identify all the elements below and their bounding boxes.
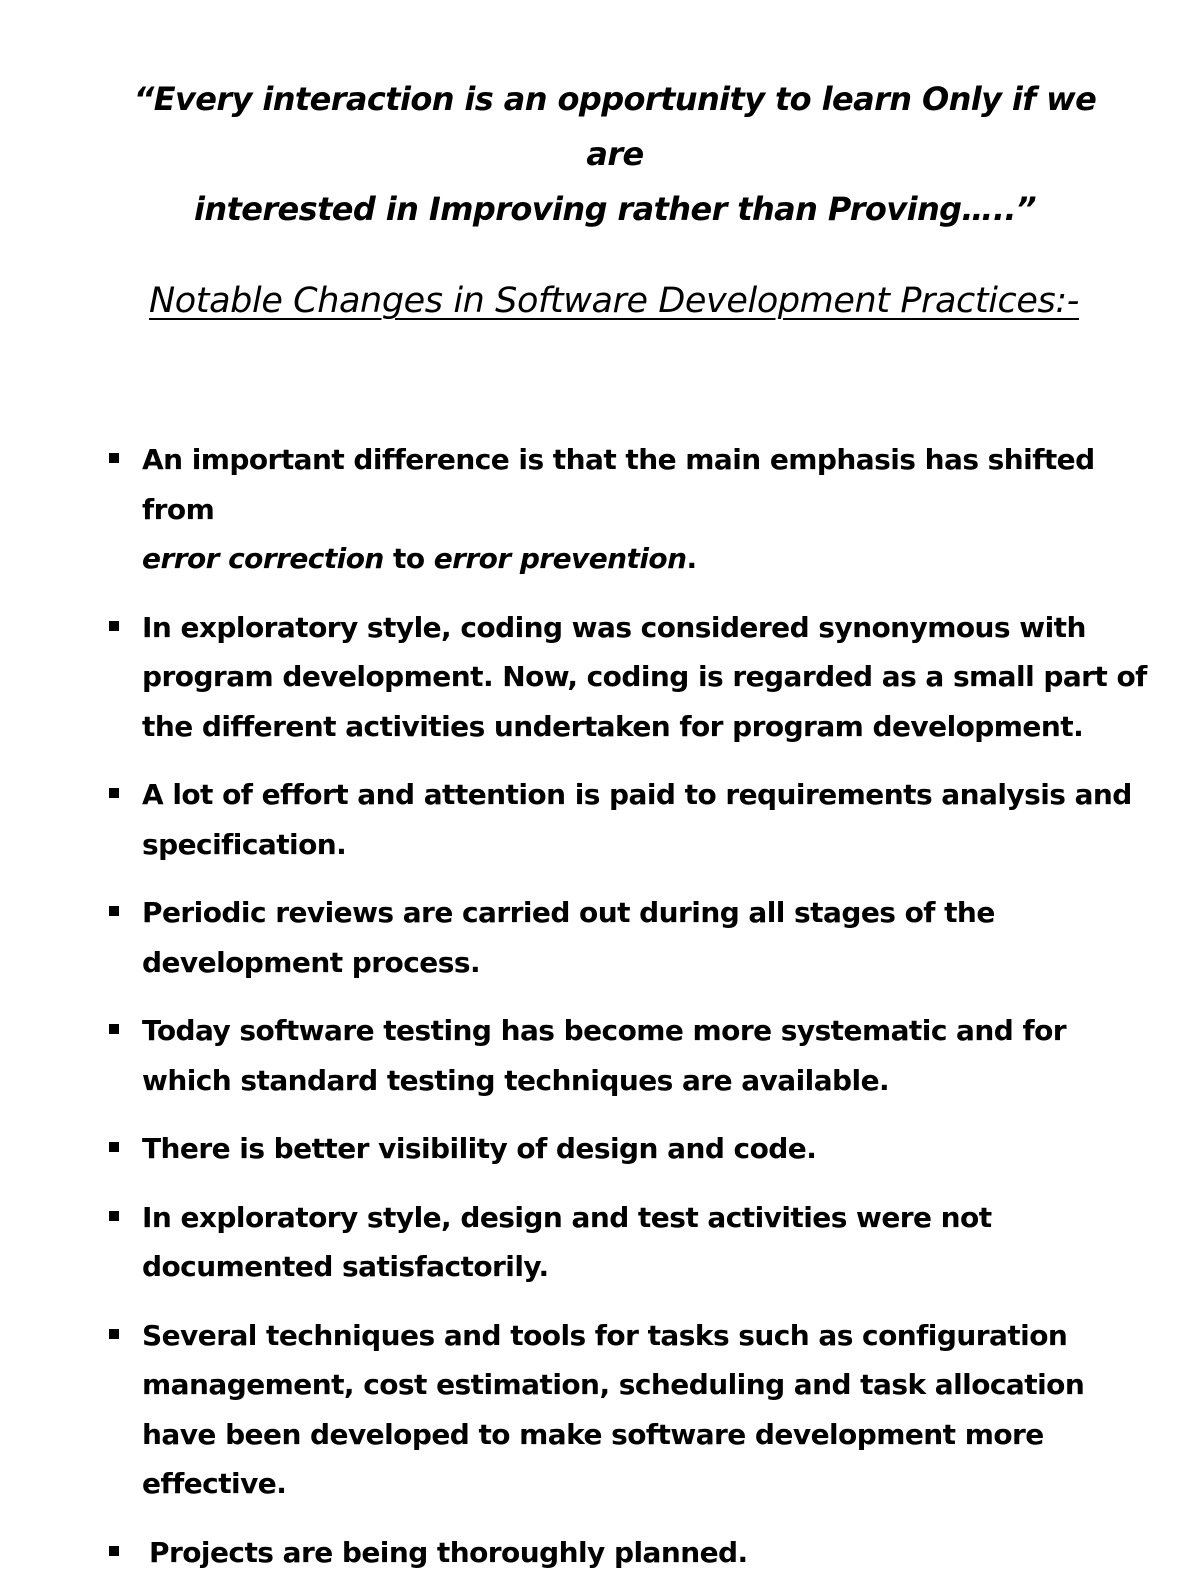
quote [100,72,1130,237]
section-heading: Notable Changes in Software Development Practices:- [149,281,1079,321]
list-item [0,1311,1200,1509]
list-item [0,770,1200,869]
list-item-text: There is better visibility of design and code. [142,1132,817,1165]
square-bullet-icon [109,621,119,631]
list-item-text: An important difference is that the main emphasis has shifted from [142,443,1095,526]
list-item [0,1193,1200,1292]
list-item-text: to [383,542,434,575]
list-item-text: . [686,542,697,575]
list-item [0,1006,1200,1105]
square-bullet-icon [109,1329,119,1339]
list-item-text: Projects are being thoroughly planned. [149,1535,748,1569]
list-item-text: Periodic reviews are carried out during all stages of the development process. [142,896,995,979]
square-bullet-icon [109,1211,119,1221]
emphasis-text: error correction [142,542,384,575]
list-item [0,1528,1200,1578]
list-item-text: Several techniques and tools for tasks such as configuration management, cost estimation, scheduling and task allocation have been developed to make software development more effective. [142,1318,1085,1500]
square-bullet-icon [109,453,119,463]
list-item [0,1124,1200,1174]
square-bullet-icon [109,1546,119,1556]
list-item-text: Today software testing has become more systematic and for which standard testing techniques are available. [142,1014,1067,1097]
square-bullet-icon [109,1024,119,1034]
emphasis-text: error prevention [433,542,687,575]
list-item [0,603,1200,752]
square-bullet-icon [109,906,119,916]
quote-line-2: interested in Improving rather than Proving…..” [194,190,1036,228]
list-item [0,888,1200,987]
list-item-text: In exploratory style, coding was considered synonymous with program development. Now, coding is regarded as a small part of the different activities undertaken for program development. [142,610,1147,743]
square-bullet-icon [109,1142,119,1152]
list-item-text: A lot of effort and attention is paid to requirements analysis and specification. [142,778,1132,861]
quote-line-1: “Every interaction is an opportunity to learn Only if we are [133,80,1097,173]
square-bullet-icon [109,788,119,798]
list-item [0,435,1200,584]
list-item-text: In exploratory style, design and test activities were not documented satisfactorily. [142,1200,992,1283]
bullet-list [0,435,1200,1596]
